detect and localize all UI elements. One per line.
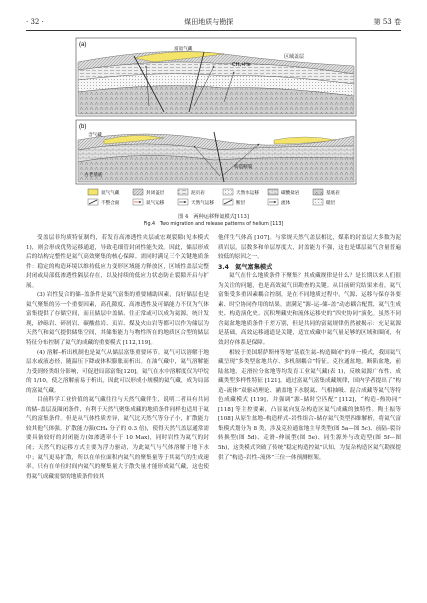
paragraph: 受盖层非均质特征制约，若发育高渗透性夹层或宏观裂隙(见本模式1)，则会形成优势运移通道，导致毛细管封闭性能失效。因此，储层形成后的结构完整性是氦气高效聚集的核心保障。需同时满足三个关键地质条件：稳定的构造环境以维持低应力变形区域能力释放区，区域性盖层完整封闭或局部低渗透性隔层存在，以及持续的低应力状态防止裂隙开启与扩展。 xyxy=(26,235,209,289)
figure-legend xyxy=(88,189,340,206)
panel-a-ch4-he-label: CH₄+He xyxy=(232,62,251,68)
legend-label-basin: 储层 xyxy=(326,201,336,206)
legend-label-fluid: 流体 xyxy=(281,201,291,206)
running-header xyxy=(26,16,401,28)
paragraph: (4) 溶解–析出机制也是氦气从储层富集重要环节。氦气可以溶解于地层水或液态烃，随温压下降或体积膨胀而析出。在油气藏中，氦气溶解能力受到烃类组分影响，可促进局部富集[120]。氦气在水中溶解度仅为甲烷的 1/10，使之溶解前易于析出，因此可以形成小规模的氦气藏，成为局部的富氦气藏。 xyxy=(26,349,209,394)
paragraph: (3) 岩性复合的储–盖条件是氦气富集的重要辅助因素，良好储层也是氦气聚集的另一个重要因素，高孔隙度、高渗透性及可储能力不仅为气体富集提供了存储空间，而且储层中盖储、往正常或可以成为氦源。统计发现，砂砾岩、碎屑岩、碳酸盐岩、页岩、煤及火山岩等都可以作为储层为天然气和氦气提供储集空间，其储集能力与物性所在的地质区合型的储层特征分布控制了氦气的成藏的重要模式 [112,119]。 xyxy=(26,292,209,347)
paragraph: 氦气在什么地质条件下聚集？其成藏规律是什么？是长期以来人们很为关注的问题，也是高效氦气田勘查的关键。从目前研究结果来看，氦气富集受多重因素耦合控制，是在不同地质过程中，气源、运移与保存各要素、时空协同作用的结果。需满足“源–运–储–盖”动态耦合配置，氦气生成史、构造演化史、沉积埋藏史和流体运移史的“四史协同”演化。虽然不同含氦盆地地质条件千差万别，但是共同的富氦规律仍然被揭示：充足氦源是基础，高效运移通道是关键，适宜成藏中氦气量足够的区域和圈闭，有效封存体系是保障。 xyxy=(218,273,401,347)
legend-label-sand: 天然水运移 xyxy=(236,191,259,196)
page-number: · 32 · xyxy=(26,18,44,26)
journal-name: 煤田地质与勘探 xyxy=(184,18,234,26)
panel-b-fault-label: 构造断裂 xyxy=(234,165,253,170)
legend-swatch-sand xyxy=(223,189,233,195)
volume-number: 第 53 卷 xyxy=(373,18,401,26)
figure-4 xyxy=(74,36,358,212)
legend-swatch-gas xyxy=(88,189,98,195)
paragraph: 相较于美国堪萨斯州等地“基底生氦–构造圈闭”的单一模式，我国氦气藏呈现“多类型盆地共存、多机制耦合”特征。克拉通盆地，断陷盆地，前陆盆地，走滑拉分盆地等均发育工业氦气藏(表 1)，反映氦源广布性、成藏类型多样性特征 [121]。通过富氦气富集成藏规律，国内学者提出了“构造–流体”双驱动理论、涵盖地下水脱氦、气相抽吸、混合成藏等氦气等特色成藏模式 [119]，并强调“源–储时空匹配” [112]，“构造–热协同” [118] 等主控要素，凸显氦向复杂构造区氦气成藏的独特性。陶士振等 [108] 从原生盆地–构造样式–岩性组合–储存氦气类型四维解析，将氦气富集模式划分为 8 类，涉及克拉通盆地主导类型(图 5a—图 5c)、前陆–裂谷转换型(图 5d)、走滑–伸展型(图 5e)、同生源外与改造型(图 5f—图 5h)，这类模式突破了传统“稳定构造控氦”认知，为复杂构造区氦气勘探提供了“构造–岩性–流体”三位一体预测框架。 xyxy=(218,349,401,461)
figure-caption-en: Fig.4 Two migration and release patterns of helium [113] xyxy=(143,222,284,227)
left-column xyxy=(26,234,209,482)
panel-a-caprock-label: 区域盖层 xyxy=(284,54,305,60)
panel-b-reservoir-label: 含气藏 xyxy=(88,133,102,138)
section-heading: 3.4 氦气富集模式 xyxy=(218,263,273,271)
legend-label-shale: 泥页岩 xyxy=(191,191,205,196)
legend-label-coal: 碳酸盐岩 xyxy=(281,191,300,196)
figure-caption-cn: 图 4 两种运移释氦模式[113] xyxy=(178,214,249,220)
panel-b-label: (b) xyxy=(79,124,87,130)
legend-swatch-seal xyxy=(133,189,143,195)
legend-label-arrow_he: 氦气运移 xyxy=(146,201,165,206)
legend-label-fault: 不整合面 xyxy=(101,201,120,206)
legend-label-fault2: 断层 xyxy=(236,201,246,206)
header-rule xyxy=(26,30,401,31)
panel-b-basement-label: 古老基底 xyxy=(84,173,103,178)
legend-label-arrow_gas: 天然气运移 xyxy=(191,201,214,206)
legend-swatch-basin xyxy=(313,199,323,205)
legend-label-seal: 封闭盖层 xyxy=(146,191,165,196)
legend-label-gneiss: 基底岩 xyxy=(326,191,340,196)
legend-swatch-coal xyxy=(268,189,278,195)
paragraph: 他伴生气体高 [107]。与常规天然气盖层相比，煤系的封盖层大多数为泥质岩层，层数多和单层厚度大，封盖能力不强，这也是煤层氦气含量普遍较低的原因之一。 xyxy=(218,235,401,261)
legend-swatch-gneiss xyxy=(313,189,323,195)
legend-swatch-shale xyxy=(178,189,188,195)
panel-a-he-rich-label: 富氦气藏 xyxy=(174,47,193,52)
paragraph: 目前科学工业价值的氦气藏往往与天然气藏伴生，说明二者具有共同的储–盖层及圈闭条件，有利于天然气聚集成藏的地质条件同样也适用于氦气的富集条件。但是从气体性质差异，氦气比天然气等分子小，扩散能力较其他气体强。扩散能力强(CH₄ 分子的 0.3 倍)，使得天然气盖层通常需要具备较好的封闭能力(如渗透率小于 10 Max)，同时岩性为氦气的封闭；天然气的运移方式主要为浮力驱动，为此氦气与气体溶解于地下水中；氦气更易扩散，所以在单位面积内氦气的聚集量等于其氦气的生成速率。只有在单位时间内氦气的聚集量大于散失量才能形成氦气藏，这也使得氦气成藏需要的地质条件较其 xyxy=(26,397,209,480)
right-column xyxy=(218,234,401,463)
panel-a-label: (a) xyxy=(79,42,87,48)
legend-label-gas: 氦气气藏 xyxy=(101,191,120,196)
